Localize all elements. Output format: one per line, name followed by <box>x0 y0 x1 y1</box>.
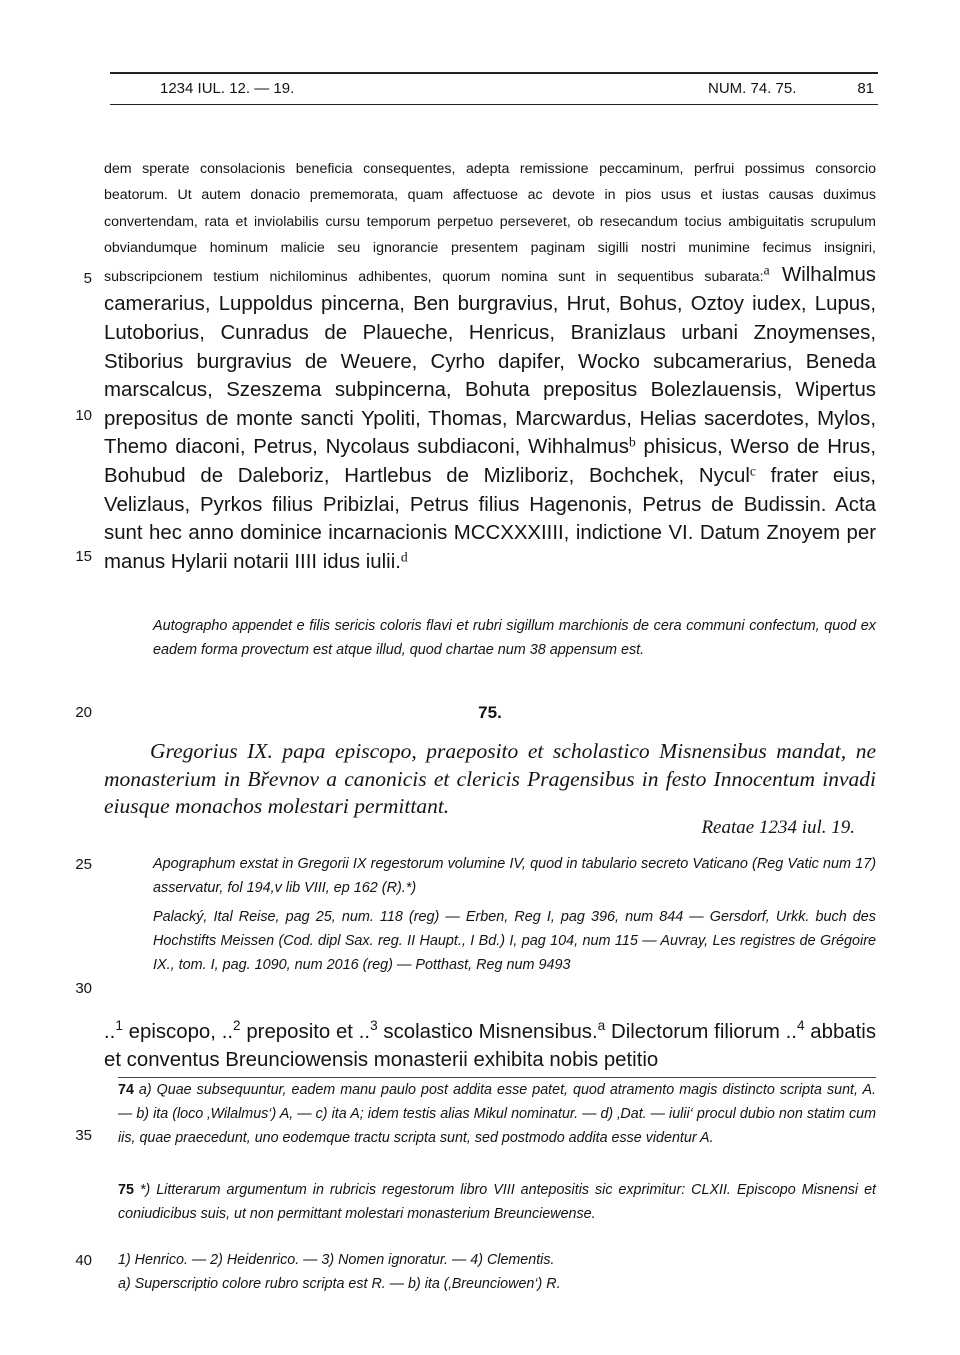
note-marker-3: 3 <box>370 1018 378 1033</box>
footnote-75-last-text: a) Superscriptio colore rubro scripta est R. — b) ita (‚Breunciowen‘) R. <box>118 1276 561 1292</box>
line-number-10: 10 <box>75 407 92 424</box>
footnote-74 <box>118 1078 876 1150</box>
line-number-5: 5 <box>83 270 92 287</box>
note-marker-a-75: a <box>597 1018 606 1033</box>
place-date: Reatae 1234 iul. 19. <box>701 817 855 838</box>
footnote-75-names-text: 1) Henrico. — 2) Heidenrico. — 3) Nomen ignoratur. — 4) Clementis. <box>118 1252 555 1268</box>
note-marker-b: b <box>628 435 636 451</box>
footnote-75-names <box>118 1248 876 1272</box>
footnote-75-number: 75 <box>118 1182 134 1198</box>
apographum-note: Apographum exstat in Gregorii IX regestorum volumine IV, quod in tabulario secreto Vaticano (Reg Vatic num 17) asservatur, fol 194,v lib VIII, ep 162 (R).*) <box>153 856 876 896</box>
note-marker-4: 4 <box>796 1018 805 1033</box>
header-page-number: 81 <box>857 80 874 97</box>
footnote-75 <box>118 1178 876 1226</box>
running-head <box>110 80 878 100</box>
note-marker-d: d <box>400 549 408 565</box>
header-date: 1234 IUL. 12. — 19. <box>160 80 295 97</box>
text-segment-2: episcopo, .. <box>122 1020 234 1043</box>
text-segment-5: Dilectorum filiorum .. <box>605 1020 797 1043</box>
line-number-25: 25 <box>75 856 92 873</box>
note-marker-2: 2 <box>233 1018 241 1033</box>
literature-references: Palacký, Ital Reise, pag 25, num. 118 (reg) — Erben, Reg I, pag 396, num 844 — Gersdorf, Urkk. buch des Hochstifts Meissen (Cod. dipl Sax. reg. II Haupt., I Bd.) I, pag 104, num 115 — Auvray, Les registres de Grégoire IX., tom. I, pag. 1090, num 2016 (reg) — Potthast, Reg num 9493 <box>153 909 876 973</box>
note-marker-a: a <box>763 262 770 278</box>
document-74-text <box>104 156 876 576</box>
note-marker-1: 1 <box>115 1018 123 1033</box>
text-segment-6: abbatis et conventus Breunciowensis monasterii exhibita nobis petitio <box>104 1020 877 1072</box>
text-segment-4: scolastico Misnensibus. <box>377 1020 598 1043</box>
header-bottom-rule <box>110 104 878 105</box>
witness-list-part-3: frater eius, Velizlaus, Pyrkos filius Pribizlai, Petrus filius Hagenonis, Petrus de Budissin. Acta sunt hec anno dominice incarnacionis MCCXXXIIII, indictione VI. Datum Znoyem per manus Hylarii notarii IIII idus iulii. <box>104 465 877 573</box>
autograph-note: Autographo appendet e filis sericis coloris flavi et rubri sigillum marchionis de cera communi confectum, quod ex eadem forma provectum est atque illud, quod chartae num 38 appensum est. <box>153 618 876 658</box>
line-number-20: 20 <box>75 704 92 721</box>
document-number-75: 75. <box>478 703 502 722</box>
footnote-74-text: a) Quae subsequuntur, eadem manu paulo post addita esse patet, quod atramento magis distincto scripta sunt, A. — b) ita (loco ‚Wilalmus‘) A, — c) ita A; idem testis alias Mikul nominatur. — d) ‚Dat. — iulii‘ procul dubio non statim cum iis, quae praecedunt, uno eodemque tractu scripta sunt, sed postmodo addita esse videntur A. <box>118 1082 876 1146</box>
header-document-number: NUM. 74. 75. <box>708 80 797 97</box>
document-74-small-text: dem sperate consolacionis beneficia consequentes, adepta remissione peccaminum, perfrui possimus consorcio beatorum. Ut autem donacio prememorata, quam affectuose ac devote in pios usus et iustas causas duximus convertendam, rata et inviolabilis cursu temporum perpetuo perseveret, ob resecandum tocius ambiguitatis scrupulum obviandumque hominum malicie seu ignorancie presentem paginam sigilli nostri munimine fecimus insigniri, subscripcionem testium nichilominus adhibentes, quorum nomina sunt in sequentibus subarata: <box>104 161 876 286</box>
line-number-30: 30 <box>75 980 92 997</box>
document-75-text <box>104 1012 876 1075</box>
text-segment-3: preposito et .. <box>240 1020 371 1043</box>
regest-summary: Gregorius IX. papa episcopo, praeposito et scholastico Misnensibus mandat, ne monasterium in Břevnov a canonicis et clericis Pragensibus in festo Innocentum invadi eiusque monachos molestari permittant. <box>104 739 876 818</box>
footnote-74-number: 74 <box>118 1082 134 1098</box>
line-number-15: 15 <box>75 548 92 565</box>
witness-list-part-2: phisicus, Werso de Hrus, Bohubud de Daleboriz, Hartlebus de Mizliboriz, Bochchek, Nycul <box>104 436 876 488</box>
footnote-75-text: *) Litterarum argumentum in rubricis regestorum libro VIII antepositis sic exprimitur: CLXII. Episcopo Misnensi et coniudicibus suis, ut non permittant molestari monasterium Breunciewense. <box>118 1182 876 1222</box>
witness-list-part-1: Wilhalmus camerarius, Luppoldus pincerna, Ben burgravius, Hrut, Bohus, Oztoy iudex, Lupus, Lutoborius, Cunradus de Plaueche, Henricus, Branizlaus urbani Znoymenses, Stiborius burgravius de Weuere, Cyrho dapifer, Wocko subcamerarius, Beneda marscalcus, Szeszema subpincerna, Bohuta prepositus Bolezlauensis, Wipertus prepositus de monte sancti Ypoliti, Thomas, Marcwardus, Helias sacerdotes, Mylos, Themo diaconi, Petrus, Nycolaus subdiaconi, Wihhalmus <box>104 264 876 459</box>
footnote-75-superscription <box>118 1272 876 1296</box>
note-marker-c: c <box>749 463 756 479</box>
header-top-rule <box>110 72 878 74</box>
text-segment-1: .. <box>104 1020 116 1043</box>
line-number-40: 40 <box>75 1252 92 1269</box>
line-number-35: 35 <box>75 1127 92 1144</box>
